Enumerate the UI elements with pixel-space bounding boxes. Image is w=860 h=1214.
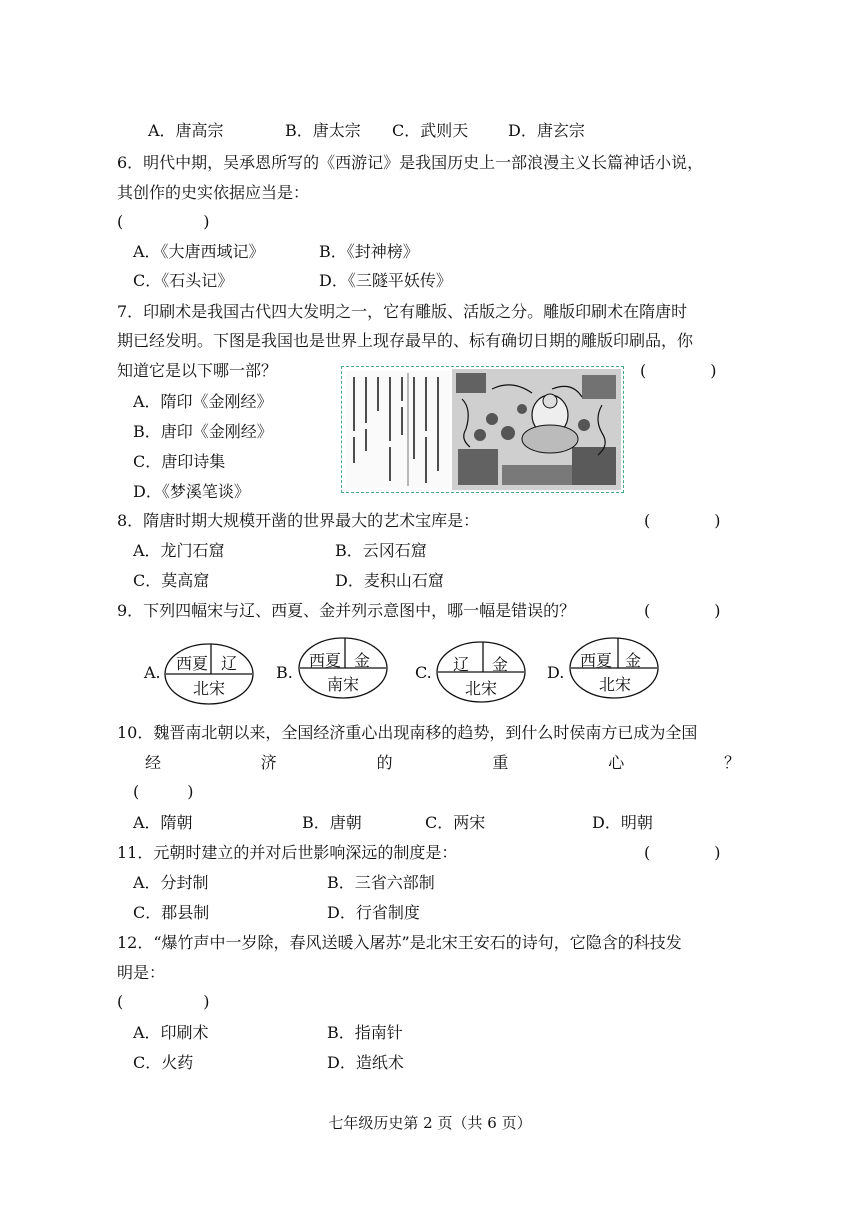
- q8-option-b: B．云冈石窟: [335, 541, 427, 560]
- q8-option-d: D．麦积山石窟: [335, 571, 444, 590]
- q10-option-d: D．明朝: [592, 813, 653, 832]
- q6-answer-paren: ( ): [117, 212, 210, 231]
- q10-char-5: 心: [608, 753, 625, 772]
- q10-char-1: 经: [145, 753, 162, 772]
- q7-option-d: D．《梦溪笔谈》: [133, 482, 250, 501]
- diamond-sutra-print-image: [341, 366, 624, 493]
- q10-stem-line1: 10．魏晋南北朝以来，全国经济重心出现南移的趋势，到什么时侯南方已成为全国: [117, 723, 698, 742]
- q11-option-c: C．郡县制: [133, 903, 210, 922]
- q11-option-b: B．三省六部制: [327, 873, 435, 892]
- q10-option-b: B．唐朝: [302, 813, 362, 832]
- q6-option-c: C．《石头记》: [133, 271, 234, 290]
- q9-map-d-left-label: 西夏: [580, 651, 613, 670]
- q9-map-b-bottom-label: 南宋: [327, 675, 360, 694]
- q9-map-c-letter: C.: [415, 663, 432, 682]
- q11-answer-paren: ( ): [644, 843, 721, 862]
- q6-option-a: A．《大唐西域记》: [133, 242, 265, 261]
- q9-map-a-letter: A.: [144, 663, 161, 682]
- q6-stem-line1: 6．明代中期，吴承恩所写的《西游记》是我国历史上一部浪漫主义长篇神话小说，: [117, 153, 704, 172]
- q10-char-3: 的: [376, 753, 393, 772]
- q7-option-c: C．唐印诗集: [133, 452, 226, 471]
- q10-char-6: ？: [723, 753, 740, 772]
- q7-option-b: B．唐印《金刚经》: [133, 422, 273, 441]
- q9-map-c-left-label: 辽: [453, 655, 470, 674]
- q9-map-d-letter: D.: [547, 663, 565, 682]
- q10-answer-paren: ( ): [133, 782, 194, 801]
- q8-option-c: C．莫高窟: [133, 571, 210, 590]
- q9-map-d-right-label: 金: [625, 651, 642, 670]
- q12-option-a: A．印刷术: [133, 1023, 209, 1042]
- q9-map-c-right-label: 金: [492, 655, 509, 674]
- q10-stem-line2: [145, 752, 740, 774]
- q10-char-4: 重: [492, 753, 509, 772]
- q9-map-a-left-label: 西夏: [176, 654, 209, 673]
- q11-option-d: D．行省制度: [327, 903, 420, 922]
- q12-option-b: B．指南针: [327, 1023, 403, 1042]
- q12-option-c: C．火药: [133, 1053, 194, 1072]
- q9-map-d-bottom-label: 北宋: [599, 675, 632, 694]
- q7-answer-paren: ( ): [640, 361, 717, 380]
- q10-option-a: A．隋朝: [133, 813, 193, 832]
- q11-stem: 11．元朝时建立的并对后世影响深远的制度是：: [117, 843, 458, 862]
- q12-option-d: D．造纸术: [327, 1053, 404, 1072]
- q12-stem-line2: 明是：: [117, 963, 166, 982]
- q9-map-c-bottom-label: 北宋: [465, 679, 498, 698]
- q7-stem-line1: 7．印刷术是我国古代四大发明之一，它有雕版、活版之分。雕版印刷术在隋唐时: [117, 302, 688, 321]
- buddha-illustration: [452, 369, 621, 490]
- q9-map-a-right-label: 辽: [221, 654, 238, 673]
- q10-option-c: C．两宋: [425, 813, 486, 832]
- q9-stem: 9．下列四幅宋与辽、西夏、金并列示意图中，哪一幅是错误的？: [117, 601, 576, 620]
- q8-answer-paren: ( ): [644, 511, 721, 530]
- q5-option-a: A．唐高宗: [148, 121, 224, 140]
- q5-option-c: C．武则天: [392, 121, 469, 140]
- page-footer: 七年级历史第 2 页（共 6 页）: [328, 1114, 532, 1132]
- q7-stem-line2: 期已经发明。下图是我国也是世界上现存最早的、标有确切日期的雕版印刷品，你: [117, 331, 694, 350]
- q5-option-d: D．唐玄宗: [508, 121, 585, 140]
- q6-stem-line2: 其创作的史实依据应当是：: [117, 183, 310, 202]
- q6-option-b: B．《封神榜》: [319, 242, 419, 261]
- q10-char-2: 济: [260, 753, 277, 772]
- q8-option-a: A．龙门石窟: [133, 541, 225, 560]
- q5-option-b: B．唐太宗: [285, 121, 361, 140]
- q12-stem-line1: 12．“爆竹声中一岁除，春风送暖入屠苏”是北宋王安石的诗句，它隐含的科技发: [117, 933, 682, 952]
- q7-stem-line3: 知道它是以下哪一部？: [117, 361, 278, 380]
- q12-answer-paren: ( ): [117, 992, 210, 1011]
- q8-stem: 8．隋唐时期大规模开凿的世界最大的艺术宝库是：: [117, 511, 480, 530]
- q9-map-b-right-label: 金: [354, 651, 371, 670]
- q9-map-b-letter: B.: [276, 663, 293, 682]
- q9-map-b-left-label: 西夏: [309, 651, 342, 670]
- q7-option-a: A．隋印《金刚经》: [133, 392, 273, 411]
- q11-option-a: A．分封制: [133, 873, 209, 892]
- q9-answer-paren: ( ): [644, 601, 721, 620]
- q6-option-d: D．《三隧平妖传》: [319, 271, 452, 290]
- q9-map-a-bottom-label: 北宋: [193, 679, 226, 698]
- sutra-text-panel: [346, 371, 450, 488]
